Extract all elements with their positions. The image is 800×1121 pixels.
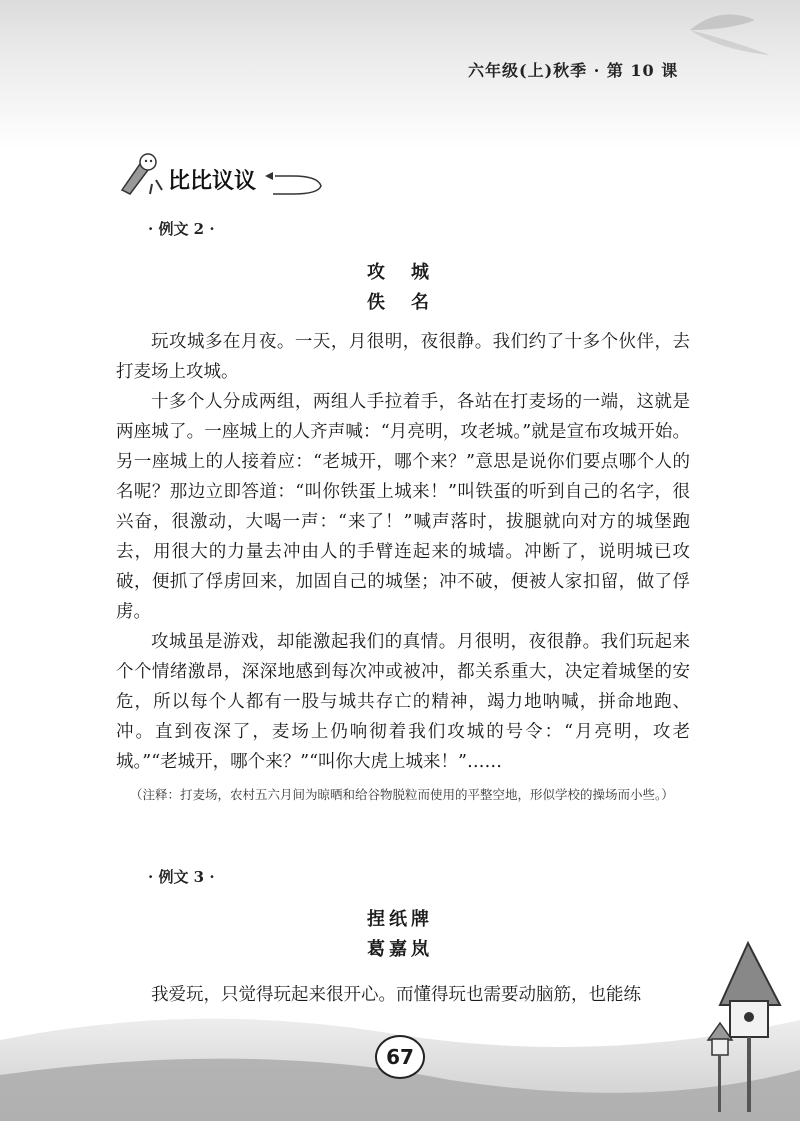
example-3-label: · 例文 3 · <box>148 868 215 886</box>
paragraph-3: 攻城虽是游戏，却能激起我们的真情。月很明，夜很静。我们玩起来个个情绪激昂，深深地感到每次冲或被冲，都关系重大，决定着城堡的安危，所以每个人都有一股与城共存亡的精神，竭力地呐喊，拼命地跑、冲。直到夜深了，麦场上仍响彻着我们攻城的号令：“月亮明，攻老城。”“老城开，哪个来？”“叫你大虎上城来！”…… <box>116 632 690 772</box>
birdhouse-icon <box>700 935 790 1115</box>
paragraph-4: 我爱玩，只觉得玩起来很开心。而懂得玩也需要动脑筋，也能练 <box>151 985 641 1005</box>
section-banner <box>118 150 328 200</box>
article-title: 攻 城 <box>367 262 433 283</box>
article-author-2: 葛嘉岚 <box>367 939 433 960</box>
article-title-2: 捏纸牌 <box>367 909 433 930</box>
section-title: 比比议议 <box>168 169 257 194</box>
footnote: （注释：打麦场，农村五六月间为晾晒和给谷物脱粒而使用的平整空地，形似学校的操场而小些。） <box>130 787 674 802</box>
paragraph-2: 十多个人分成两组，两组人手拉着手，各站在打麦场的一端，这就是两座城了。一座城上的人齐声喊：“月亮明，攻老城。”就是宣布攻城开始。另一座城上的人接着应：“老城开，哪个来？”意思是说你们要点哪个人的名呢？那边立即答道：“叫你铁蛋上城来！”叫铁蛋的听到自己的名字，很兴奋，很激动，大喝一声：“来了！”喊声落时，拔腿就向对方的城堡跑去，用很大的力量去冲由人的手臂连起来的城墙。冲断了，说明城已攻破，便抓了俘虏回来，加固自己的城堡；冲不破，便被人家扣留，做了俘虏。 <box>116 392 690 622</box>
butterfly-decoration <box>660 0 800 60</box>
page-number: 67 <box>375 1035 425 1079</box>
cartoon-mascot-icon <box>118 150 168 198</box>
lesson-header: 六年级(上)秋季 · 第 10 课 <box>468 61 679 80</box>
example-2-label: · 例文 2 · <box>148 220 215 238</box>
arrow-swirl-icon <box>263 168 328 198</box>
article-author: 佚 名 <box>367 292 433 313</box>
paragraph-1: 玩攻城多在月夜。一天，月很明，夜很静。我们约了十多个伙伴，去打麦场上攻城。 <box>116 332 690 382</box>
